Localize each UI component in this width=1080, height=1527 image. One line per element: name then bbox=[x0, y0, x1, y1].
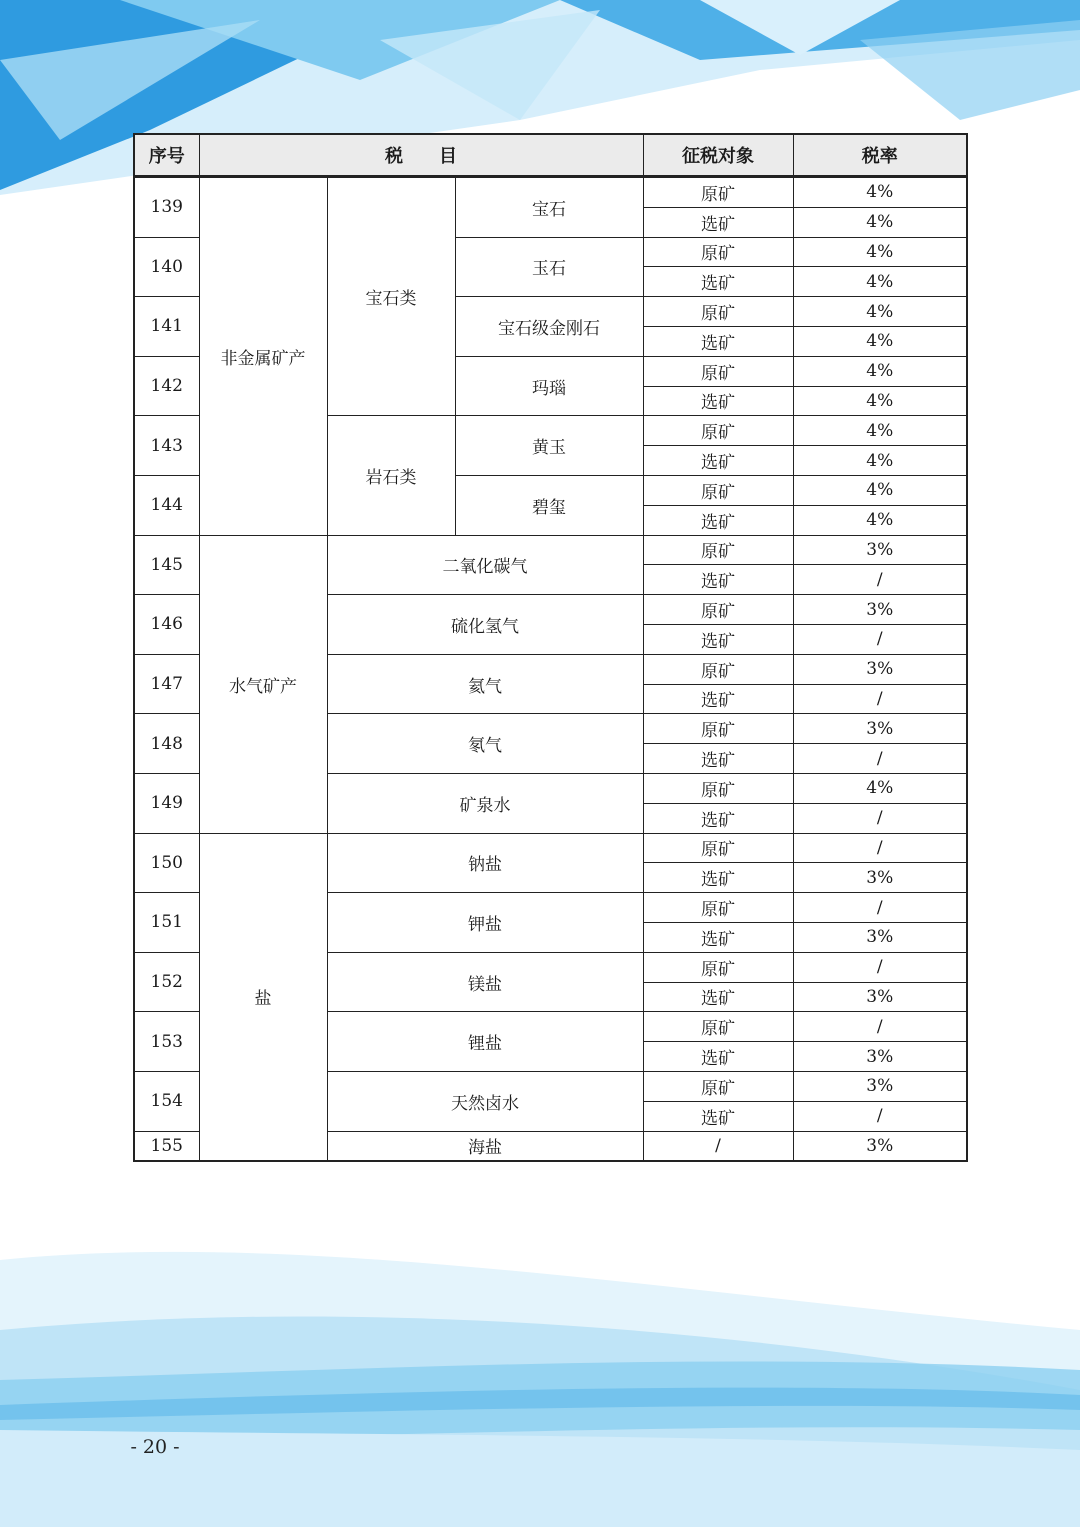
object-processed: 选矿 bbox=[643, 982, 793, 1012]
row-seq: 144 bbox=[134, 475, 199, 535]
rate-raw: 3% bbox=[793, 535, 967, 565]
rate-raw: 4% bbox=[793, 356, 967, 386]
rate-raw: 4% bbox=[793, 237, 967, 267]
row-seq: 145 bbox=[134, 535, 199, 595]
row-seq: 140 bbox=[134, 237, 199, 297]
item-name: 宝石级金刚石 bbox=[455, 297, 643, 357]
object-cell: / bbox=[643, 1131, 793, 1161]
item-name: 硫化氢气 bbox=[327, 595, 643, 655]
row-seq: 149 bbox=[134, 773, 199, 833]
row-seq: 147 bbox=[134, 654, 199, 714]
row-seq: 155 bbox=[134, 1131, 199, 1161]
rate-cell: 3% bbox=[793, 1131, 967, 1161]
item-name: 海盐 bbox=[327, 1131, 643, 1161]
row-seq: 150 bbox=[134, 833, 199, 893]
rate-processed: 4% bbox=[793, 207, 967, 237]
row-seq: 154 bbox=[134, 1071, 199, 1131]
table-row bbox=[134, 177, 967, 208]
rate-raw: 3% bbox=[793, 714, 967, 744]
row-seq: 152 bbox=[134, 952, 199, 1012]
group-cell: 岩石类 bbox=[327, 416, 455, 535]
row-seq: 148 bbox=[134, 714, 199, 774]
row-seq: 146 bbox=[134, 595, 199, 655]
object-raw: 原矿 bbox=[643, 475, 793, 505]
header-object: 征税对象 bbox=[643, 134, 793, 177]
object-processed: 选矿 bbox=[643, 863, 793, 893]
object-raw: 原矿 bbox=[643, 356, 793, 386]
rate-processed: 4% bbox=[793, 386, 967, 416]
item-name: 氦气 bbox=[327, 654, 643, 714]
rate-processed: 3% bbox=[793, 863, 967, 893]
item-name: 钠盐 bbox=[327, 833, 643, 893]
rate-processed: 4% bbox=[793, 446, 967, 476]
item-name: 玛瑙 bbox=[455, 356, 643, 416]
object-raw: 原矿 bbox=[643, 595, 793, 625]
rate-raw: / bbox=[793, 893, 967, 923]
object-raw: 原矿 bbox=[643, 714, 793, 744]
rate-processed: / bbox=[793, 803, 967, 833]
item-name: 宝石 bbox=[455, 177, 643, 238]
bottom-decoration bbox=[0, 1220, 1080, 1527]
rate-processed: / bbox=[793, 744, 967, 774]
category-cell: 非金属矿产 bbox=[199, 177, 327, 536]
rate-raw: 4% bbox=[793, 475, 967, 505]
header-seq: 序号 bbox=[134, 134, 199, 177]
rate-raw: / bbox=[793, 833, 967, 863]
table-row bbox=[134, 833, 967, 863]
row-seq: 153 bbox=[134, 1012, 199, 1072]
rate-raw: 3% bbox=[793, 654, 967, 684]
object-raw: 原矿 bbox=[643, 535, 793, 565]
tax-rate-table bbox=[133, 133, 968, 1162]
rate-processed: 3% bbox=[793, 982, 967, 1012]
object-processed: 选矿 bbox=[643, 446, 793, 476]
item-name: 钾盐 bbox=[327, 893, 643, 953]
row-seq: 141 bbox=[134, 297, 199, 357]
object-raw: 原矿 bbox=[643, 773, 793, 803]
object-processed: 选矿 bbox=[643, 565, 793, 595]
row-seq: 151 bbox=[134, 893, 199, 953]
object-raw: 原矿 bbox=[643, 237, 793, 267]
rate-processed: 3% bbox=[793, 1042, 967, 1072]
object-raw: 原矿 bbox=[643, 833, 793, 863]
object-processed: 选矿 bbox=[643, 386, 793, 416]
object-processed: 选矿 bbox=[643, 1042, 793, 1072]
category-cell: 盐 bbox=[199, 833, 327, 1161]
rate-raw: / bbox=[793, 952, 967, 982]
object-processed: 选矿 bbox=[643, 803, 793, 833]
object-raw: 原矿 bbox=[643, 654, 793, 684]
rate-processed: 4% bbox=[793, 505, 967, 535]
rate-processed: 4% bbox=[793, 326, 967, 356]
header-rate: 税率 bbox=[793, 134, 967, 177]
object-raw: 原矿 bbox=[643, 416, 793, 446]
item-name: 镁盐 bbox=[327, 952, 643, 1012]
item-name: 氡气 bbox=[327, 714, 643, 774]
object-raw: 原矿 bbox=[643, 1071, 793, 1101]
object-processed: 选矿 bbox=[643, 922, 793, 952]
item-name: 玉石 bbox=[455, 237, 643, 297]
category-cell: 水气矿产 bbox=[199, 535, 327, 833]
rate-processed: 3% bbox=[793, 922, 967, 952]
row-seq: 142 bbox=[134, 356, 199, 416]
item-name: 天然卤水 bbox=[327, 1071, 643, 1131]
header-item: 税 目 bbox=[199, 134, 643, 177]
object-processed: 选矿 bbox=[643, 505, 793, 535]
table-header bbox=[134, 134, 967, 177]
object-raw: 原矿 bbox=[643, 297, 793, 327]
item-name: 黄玉 bbox=[455, 416, 643, 476]
object-raw: 原矿 bbox=[643, 952, 793, 982]
item-name: 锂盐 bbox=[327, 1012, 643, 1072]
rate-raw: 4% bbox=[793, 416, 967, 446]
item-name: 碧玺 bbox=[455, 475, 643, 535]
rate-raw: 4% bbox=[793, 177, 967, 208]
page-number: - 20 - bbox=[130, 1436, 180, 1458]
object-processed: 选矿 bbox=[643, 207, 793, 237]
rate-raw: 4% bbox=[793, 773, 967, 803]
rate-raw: / bbox=[793, 1012, 967, 1042]
object-processed: 选矿 bbox=[643, 744, 793, 774]
rate-processed: / bbox=[793, 624, 967, 654]
object-processed: 选矿 bbox=[643, 1101, 793, 1131]
row-seq: 143 bbox=[134, 416, 199, 476]
object-raw: 原矿 bbox=[643, 177, 793, 208]
object-processed: 选矿 bbox=[643, 267, 793, 297]
object-processed: 选矿 bbox=[643, 624, 793, 654]
rate-raw: 4% bbox=[793, 297, 967, 327]
rate-processed: / bbox=[793, 565, 967, 595]
item-name: 二氧化碳气 bbox=[327, 535, 643, 595]
object-raw: 原矿 bbox=[643, 1012, 793, 1042]
object-processed: 选矿 bbox=[643, 684, 793, 714]
table-row bbox=[134, 535, 967, 565]
row-seq: 139 bbox=[134, 177, 199, 238]
rate-processed: / bbox=[793, 1101, 967, 1131]
rate-processed: 4% bbox=[793, 267, 967, 297]
item-name: 矿泉水 bbox=[327, 773, 643, 833]
object-processed: 选矿 bbox=[643, 326, 793, 356]
object-raw: 原矿 bbox=[643, 893, 793, 923]
rate-raw: 3% bbox=[793, 1071, 967, 1101]
rate-processed: / bbox=[793, 684, 967, 714]
rate-raw: 3% bbox=[793, 595, 967, 625]
group-cell: 宝石类 bbox=[327, 177, 455, 416]
